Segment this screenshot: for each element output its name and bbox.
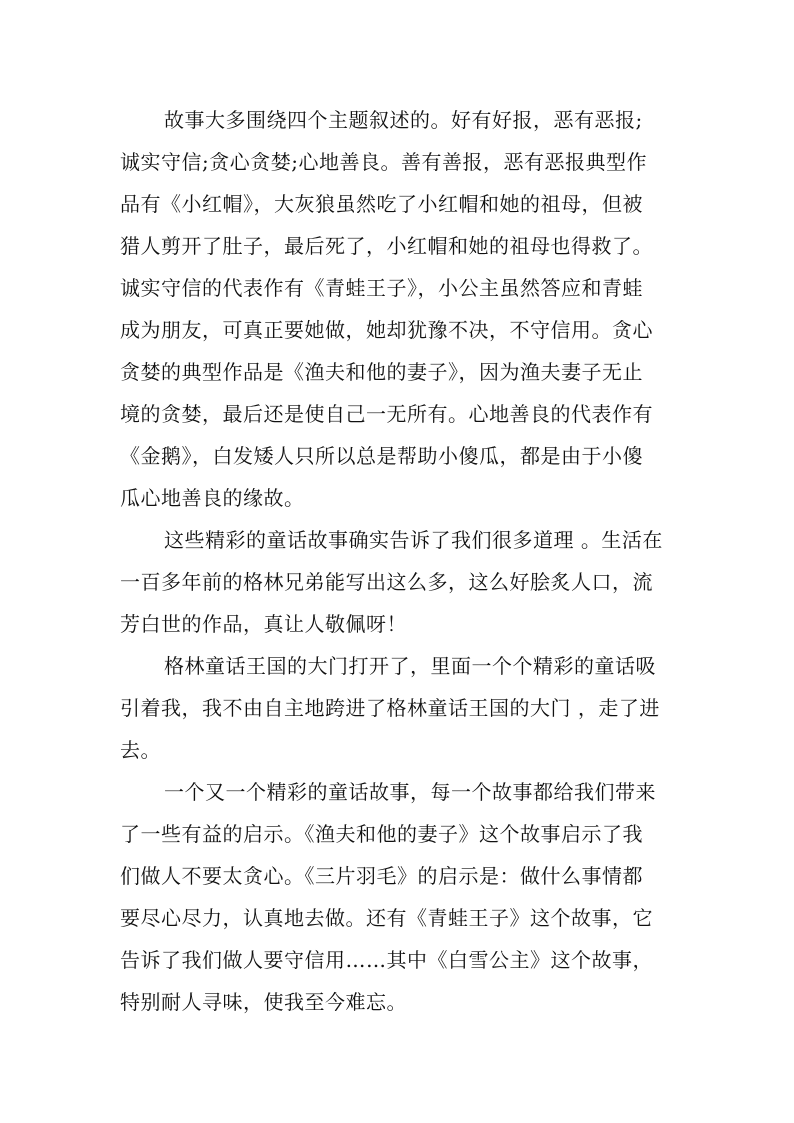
text-line: 品有《小红帽》，大灰狼虽然吃了小红帽和她的祖母，但被 bbox=[120, 192, 643, 216]
text-line: 引着我，我不由自主地跨进了格林童话王国的大门 ，走了进 bbox=[120, 696, 660, 720]
text-line: 境的贪婪，最后还是使自己一无所有。心地善良的代表作有 bbox=[120, 402, 653, 426]
text-line: 《金鹅》，白发矮人只所以总是帮助小傻瓜，都是由于小傻 bbox=[120, 444, 643, 468]
text-line: 一百多年前的格林兄弟能写出这么多，这么好脍炙人口，流 bbox=[120, 570, 653, 594]
text-line: 瓜心地善良的缘故。 bbox=[120, 486, 305, 510]
text-line: 告诉了我们做人要守信用……其中《白雪公主》这个故事， bbox=[120, 948, 653, 972]
document-body bbox=[120, 100, 680, 1020]
text-line: 故事大多围绕四个主题叙述的。好有好报，恶有恶报; bbox=[164, 108, 643, 132]
text-line: 诚实守信的代表作有《青蛙王子》，小公主虽然答应和青蛙 bbox=[120, 276, 643, 300]
text-line: 成为朋友，可真正要她做，她却犹豫不决，不守信用。贪心 bbox=[120, 318, 653, 342]
text-line: 猎人剪开了肚子，最后死了，小红帽和她的祖母也得救了。 bbox=[120, 234, 653, 258]
text-line: 一个又一个精彩的童话故事，每一个故事都给我们带来 bbox=[164, 780, 656, 804]
text-line: 特别耐人寻味，使我至今难忘。 bbox=[120, 990, 407, 1014]
text-line: 贪婪的典型作品是《渔夫和他的妻子》，因为渔夫妻子无止 bbox=[120, 360, 643, 384]
text-line: 这些精彩的童话故事确实告诉了我们很多道理 。生活在 bbox=[164, 528, 663, 552]
text-line: 要尽心尽力，认真地去做。还有《青蛙王子》这个故事，它 bbox=[120, 906, 653, 930]
text-line: 诚实守信;贪心贪婪;心地善良。善有善报，恶有恶报典型作 bbox=[120, 150, 647, 174]
text-line: 去。 bbox=[120, 738, 161, 762]
text-line: 了一些有益的启示。《渔夫和他的妻子》这个故事启示了我 bbox=[120, 822, 643, 846]
text-line: 芳白世的作品，真让人敬佩呀！ bbox=[120, 612, 407, 636]
text-line: 格林童话王国的大门打开了，里面一个个精彩的童话吸 bbox=[164, 654, 656, 678]
text-line: 们做人不要太贪心。《三片羽毛》的启示是：做什么事情都 bbox=[120, 864, 643, 888]
